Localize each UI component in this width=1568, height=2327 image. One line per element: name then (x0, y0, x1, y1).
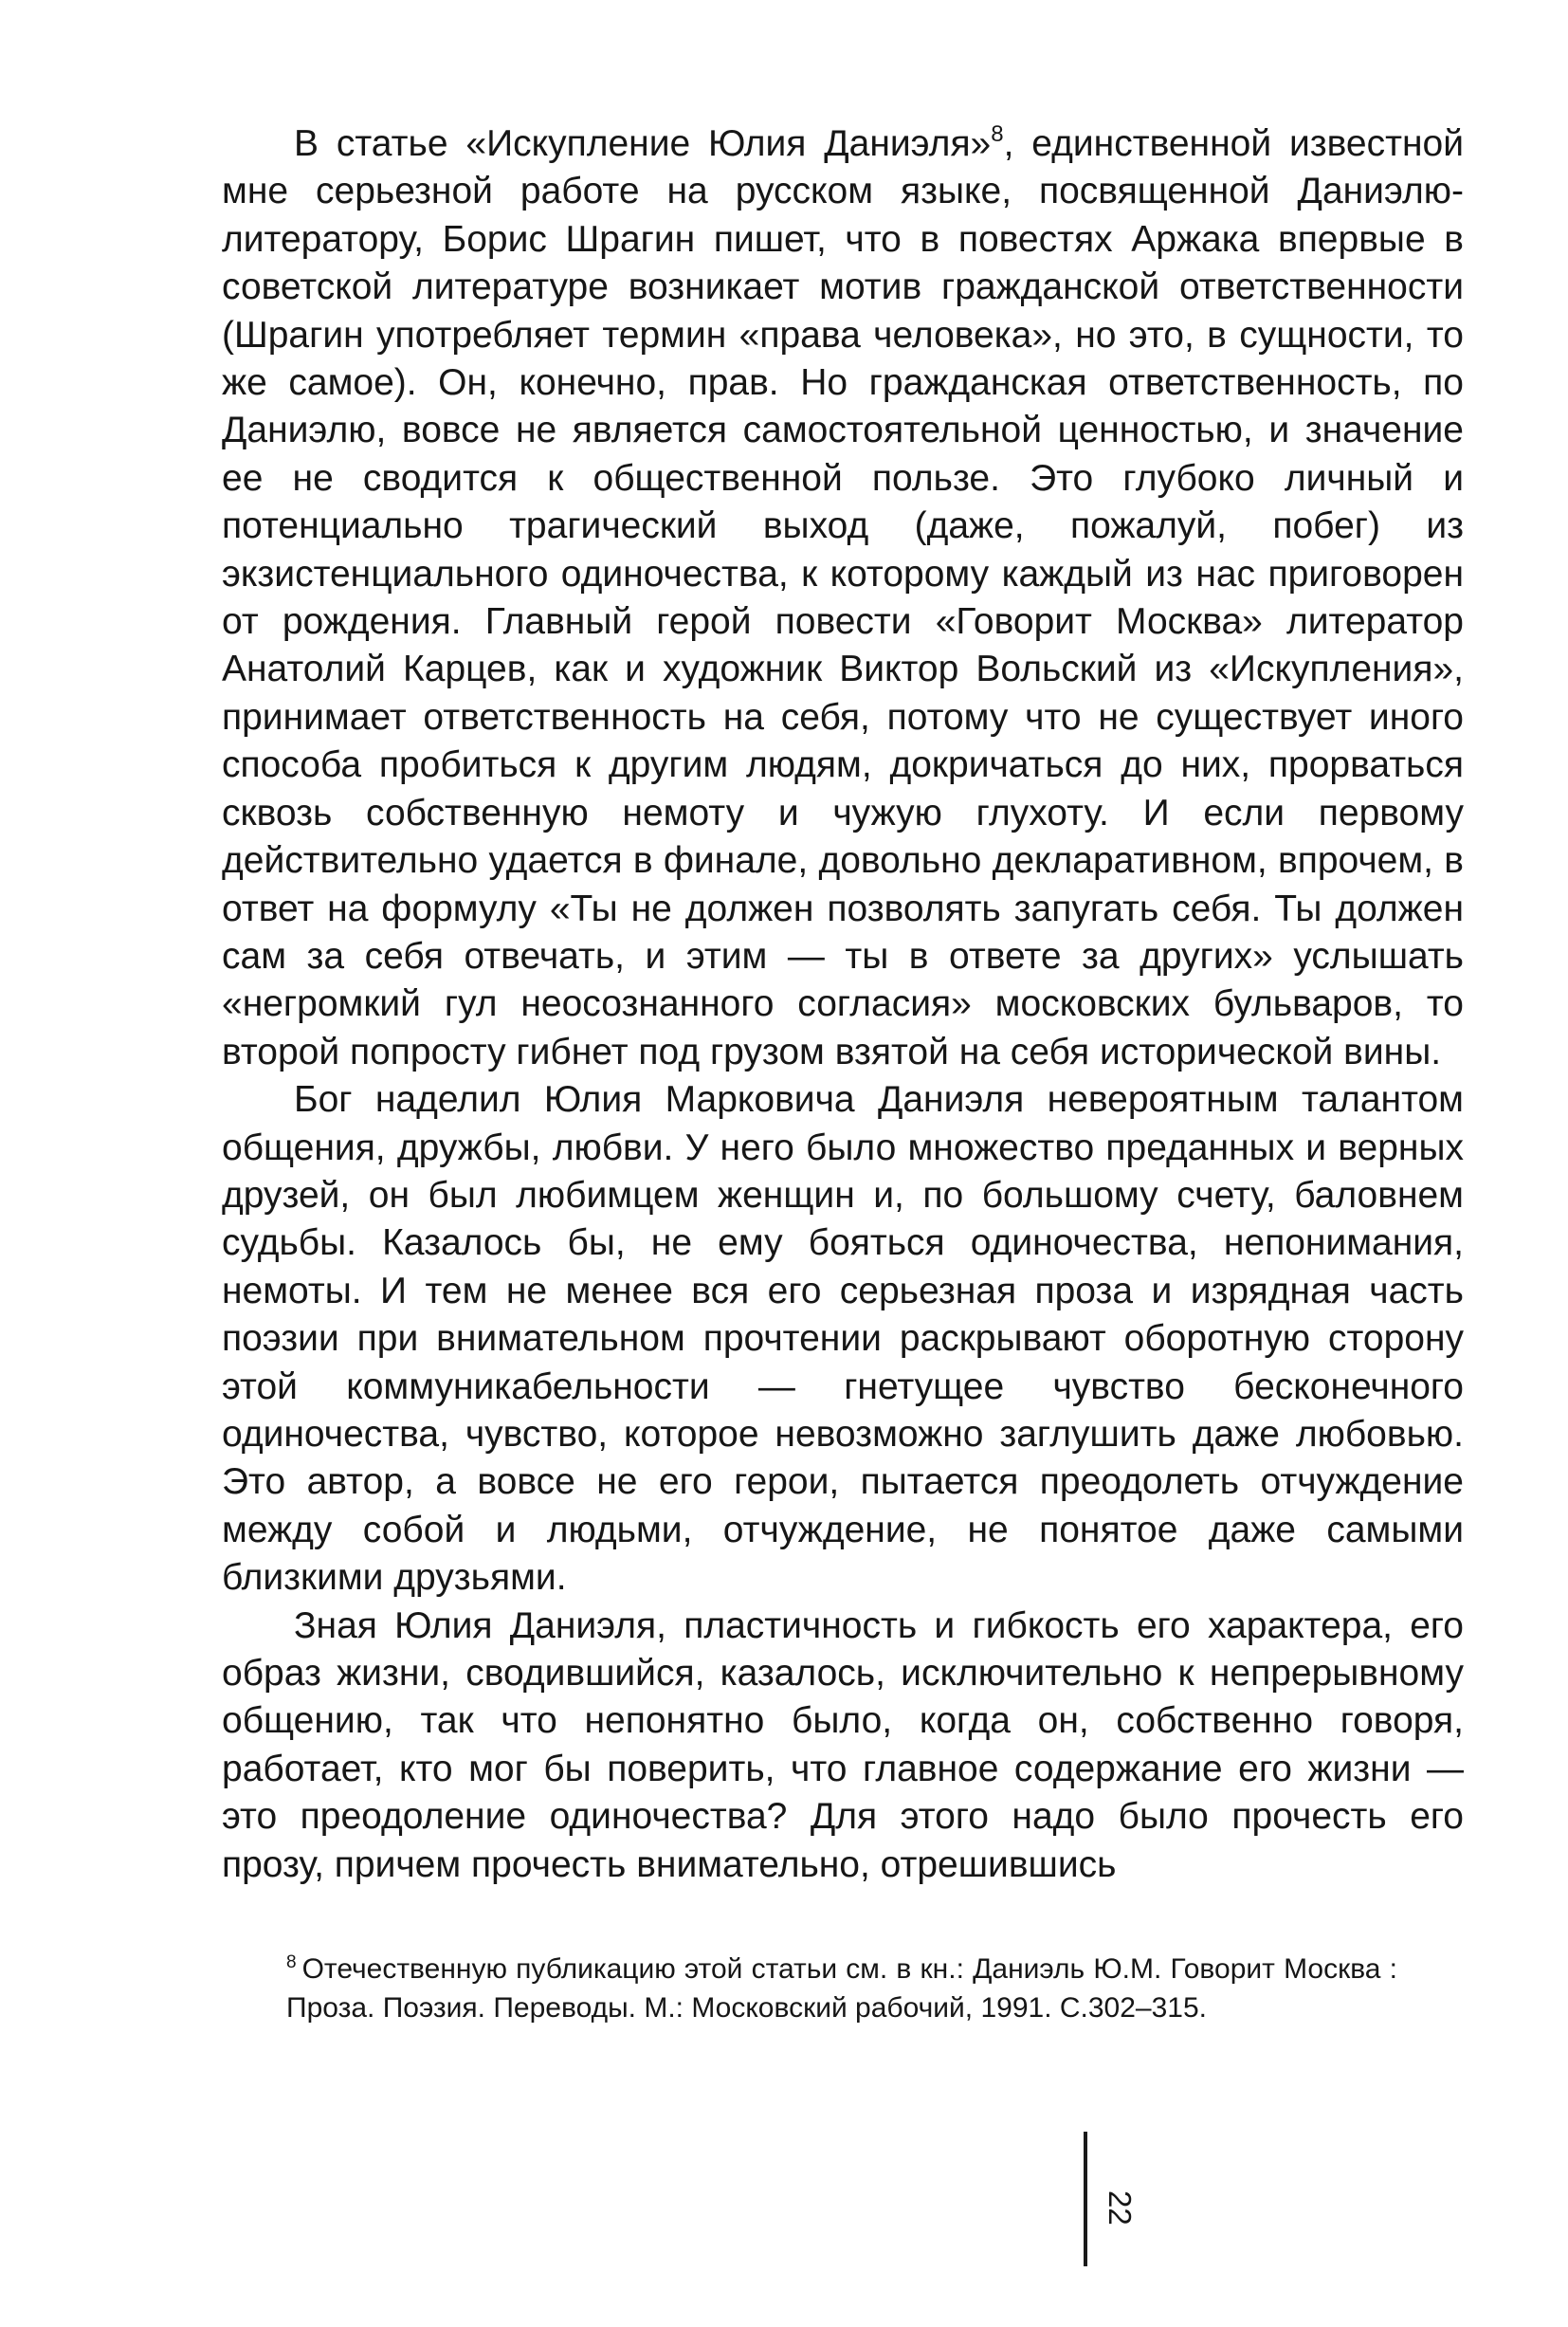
footnote-text: Отечественную публикацию этой статьи см. в кн.: Даниэль Ю.М. Говорит Москва : Проза. Поэзия. Переводы. М.: Московский рабочий, 1991. С.302–315. (286, 1953, 1397, 2024)
footnote-mark: 8 (286, 1952, 297, 1972)
paragraph-1-rest: , единственной известной мне серьезной работе на русском языке, посвященной Даниэлю-литератору, Борис Шрагин пишет, что в повестях Аржака впервые в советской литературе возникает мотив гражданской ответственности (Шрагин употребляет термин «права человека», но это, в сущности, то же самое). Он, конечно, прав. Но гражданская ответственность, по Даниэлю, вовсе не является самостоятельной ценностью, и значение ее не сводится к общественной пользе. Это глубоко личный и потенциально трагический выход (даже, пожалуй, побег) из экзистенциального одиночества, к которому каждый из нас приговорен от рождения. Главный герой повести «Говорит Москва» литератор Анатолий Карцев, как и художник Виктор Вольский из «Искупления», принимает ответственность на себя, потому что не существует иного способа пробиться к другим людям, докричаться до них, прорваться сквозь собственную немоту и чужую глухоту. И если первому действительно удается в финале, довольно декларативном, впрочем, в ответ на формулу «Ты не должен позволять запугать себя. Ты должен сам за себя отвечать, и этим — ты в ответе за других» услышать «негромкий гул неосознанного согласия» московских бульваров, то второй попросту гибнет под грузом взятой на себя исторической вины. (222, 123, 1464, 1072)
paragraph-2: Бог наделил Юлия Марковича Даниэля невероятным талантом общения, дружбы, любви. У него было множество преданных и верных друзей, он был любимцем женщин и, по большому счету, баловнем судьбы. Казалось бы, не ему бояться одиночества, непонимания, немоты. И тем не менее вся его серьезная проза и изрядная часть поэзии при внимательном прочтении раскрывают оборотную сторону этой коммуникабельности — гнетущее чувство бесконечного одиночества, чувство, которое невозможно заглушить даже любовью. Это автор, а вовсе не его герои, пытается преодолеть отчуждение между собой и людьми, отчуждение, не понятое даже самыми близкими друзьями. (222, 1079, 1464, 1599)
footnote-reference[interactable]: 8 (991, 121, 1004, 147)
paragraph-1-start: В статье «Искупление Юлия Даниэля» (294, 123, 992, 164)
main-text (222, 120, 1464, 1889)
page-number: 22 (1103, 2190, 1138, 2226)
page-number-rule (1084, 2132, 1087, 2266)
footnote (286, 1950, 1397, 2027)
paragraph-1 (222, 120, 1464, 1076)
paragraph-3: Зная Юлия Даниэля, пластичность и гибкость его характера, его образ жизни, сводившийся, казалось, исключительно к непрерывному общению, так что непонятно было, когда он, собственно говоря, работает, кто мог бы поверить, что главное содержание его жизни — это преодоление одиночества? Для этого надо было прочесть его прозу, причем прочесть внимательно, отрешившись (222, 1604, 1464, 1885)
